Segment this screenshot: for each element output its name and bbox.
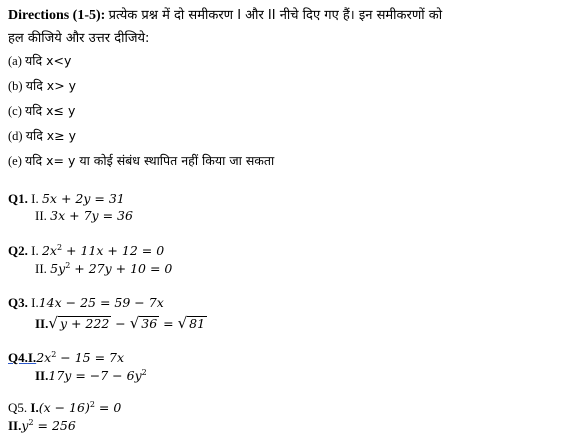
question-label: Q2. [8,243,28,258]
directions-label: Directions (1-5): [8,8,106,23]
option-a [8,52,71,70]
option-letter: (d) [8,129,23,143]
equation: 3x + 7y = 36 [50,208,133,223]
option-c [8,102,75,120]
option-text: यदि x= y या कोई संबंध स्थापित नहीं किया जा सकता [25,153,275,168]
option-letter: (c) [8,104,22,118]
eq-prefix: II. [35,368,49,383]
eq-prefix: I. [31,191,39,206]
equation: $(x - 16)^2 = 0$ [38,400,122,415]
equation: √ y + 222 − √ 36 = √ 81 [48,314,206,332]
equation: $2x^2 - 15 = 7x$ [36,350,125,365]
question-2-eq2 [35,260,172,278]
option-letter: (e) [8,154,22,168]
option-b [8,77,76,95]
option-d [8,127,76,145]
directions-line-1 [8,6,442,25]
option-e [8,152,274,170]
option-text: यदि x≥ y [25,128,77,143]
option-text: यदि x> y [25,78,77,93]
eq-prefix: I. [31,295,39,310]
question-5-eq2 [8,417,76,435]
question-4-eq2 [35,367,147,385]
question-label: Q5. [8,400,28,415]
eq-prefix: II. [35,316,49,331]
question-4-eq1 [8,349,124,367]
equation: 5x + 2y = 31 [41,191,125,206]
option-text: यदि x<y [25,53,72,68]
equation: $5y^2 + 27y + 10 = 0$ [50,261,173,276]
directions-line-2 [8,29,149,48]
equation: $17y = -7 - 6y^2$ [48,368,147,383]
equation: $y^2 = 256$ [21,418,76,433]
question-3-eq2 [35,314,207,333]
equation: $2x^2 + 11x + 12 = 0$ [41,243,165,258]
directions-text-1: प्रत्येक प्रश्न में दो समीकरण I और II नीचे दिए गए हैं। इन समीकरणों को [108,8,443,23]
question-1-eq1 [8,190,125,208]
radical-icon: √ [48,314,58,332]
directions-text-2: हल कीजिये और उत्तर दीजिये: [8,31,150,46]
eq-prefix: II. [8,418,22,433]
radical-icon: √ [177,314,188,332]
question-5-eq1 [8,399,121,417]
question-2-eq1 [8,242,164,260]
question-1-eq2 [35,207,133,225]
eq-prefix: II. [35,208,47,223]
question-label: Q4. [8,350,28,365]
eq-prefix: I. [31,243,39,258]
option-letter: (b) [8,79,23,93]
radical-icon: √ [129,314,140,332]
option-text: यदि x≤ y [25,103,76,118]
equation: 14x − 25 = 59 − 7x [38,295,164,310]
question-label: Q3. [8,295,28,310]
eq-prefix: I. [30,400,39,415]
option-letter: (a) [8,54,22,68]
question-label: Q1. [8,191,28,206]
question-3-eq1 [8,294,164,312]
eq-prefix: I. [27,350,37,365]
eq-prefix: II. [35,261,47,276]
